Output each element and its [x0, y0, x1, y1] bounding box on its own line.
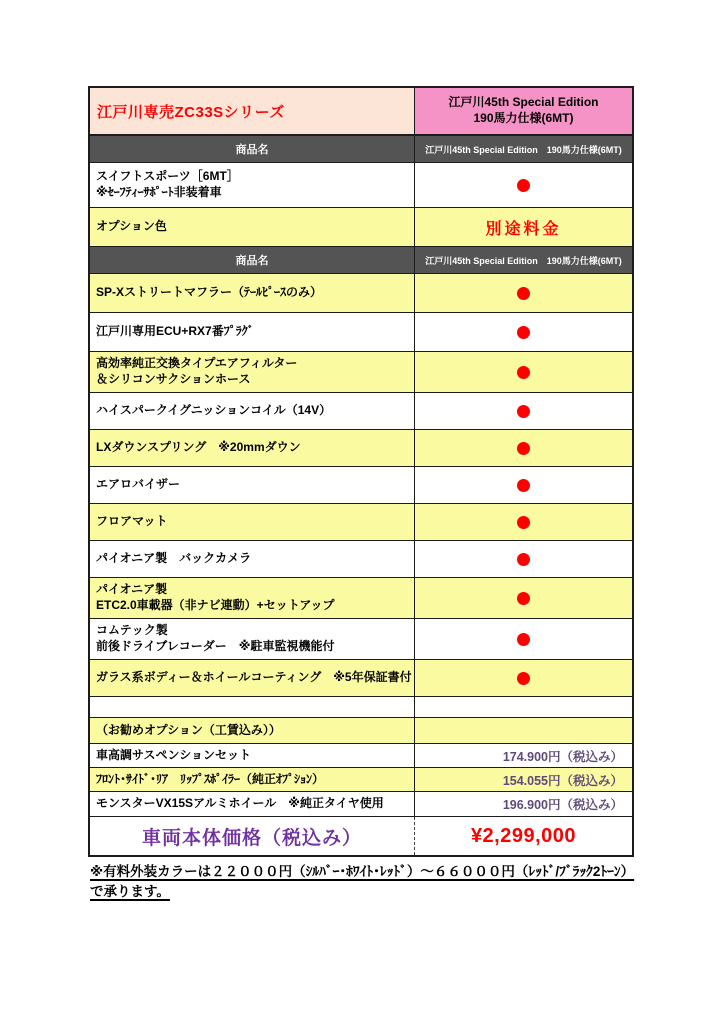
included-dot-icon [517, 326, 530, 339]
included-dot-icon [517, 516, 530, 529]
item-label: ﾌﾛﾝﾄ･ｻｲﾄﾞ･ﾘｱ ﾘｯﾌﾟｽﾎﾟｲﾗｰ（純正ｵﾌﾟｼｮﾝ） [96, 771, 325, 786]
total-price-label: 車両本体価格（税込み） [141, 827, 362, 849]
included-dot-icon [517, 442, 530, 455]
item-label-cell [90, 660, 414, 696]
table-row [90, 274, 632, 313]
item-value-cell [414, 467, 632, 503]
item-value-cell [414, 274, 632, 312]
footnote-line2: で承ります。 [90, 883, 170, 899]
item-label: エアロバイザー [96, 477, 181, 492]
item-label: パイオニア製 バックカメラ [96, 551, 252, 566]
included-dot-icon [517, 366, 530, 379]
total-price-value-cell [414, 817, 632, 855]
item-label-cell [90, 430, 414, 466]
included-dot-icon [517, 179, 530, 192]
item-label-cell [90, 504, 414, 540]
item-label-cell [90, 541, 414, 577]
table-row [90, 208, 632, 247]
table-row [90, 578, 632, 619]
item-label: コムテック製 [96, 623, 168, 638]
empty-row [90, 697, 632, 718]
edition-title-cell [414, 88, 632, 134]
item-value-cell [414, 578, 632, 618]
column-header-edition-cell [414, 136, 632, 162]
item-label: 前後ドライブレコーダー ※駐車監視機能付 [96, 639, 335, 653]
edition-column-label: 江戸川45th Special Edition 190馬力仕様(6MT) [425, 144, 622, 155]
extra-fee-label: 別途料金 [485, 220, 562, 238]
item-label: スイフトスポーツ［6MT］ [96, 169, 239, 184]
item-value-cell [414, 792, 632, 816]
item-label: 車高調サスペンションセット [96, 747, 251, 762]
option-price: 154.055円（税込み） [502, 773, 623, 788]
series-title: 江戸川専売ZC33Sシリーズ [97, 103, 285, 121]
edition-title-line2: 190馬力仕様(6MT) [473, 111, 574, 125]
column-header-row [90, 136, 632, 163]
column-header-product-cell [90, 247, 414, 273]
table-row [90, 768, 632, 792]
item-label-cell [90, 697, 414, 717]
item-value-cell [414, 768, 632, 791]
item-label-cell [90, 274, 414, 312]
footnote [90, 862, 650, 901]
item-label: モンスターVX15Sアルミホイール ※純正タイヤ使用 [96, 796, 384, 811]
table-row [90, 352, 632, 393]
item-label: SP-Xストリートマフラー（ﾃｰﾙﾋﾟｰｽのみ） [96, 285, 323, 300]
item-value-cell [414, 541, 632, 577]
item-value-cell [414, 393, 632, 429]
option-price: 174.900円（税込み） [502, 749, 623, 764]
edition-column-label: 江戸川45th Special Edition 190馬力仕様(6MT) [425, 255, 622, 266]
included-dot-icon [517, 405, 530, 418]
table-header-row [90, 88, 632, 136]
item-value-cell [414, 208, 632, 246]
item-label: 高効率純正交換タイプエアフィルター [96, 356, 298, 371]
item-value-cell [414, 697, 632, 717]
item-value-cell [414, 313, 632, 351]
table-row [90, 163, 632, 208]
product-name-label: 商品名 [235, 255, 269, 267]
item-label-cell [90, 744, 414, 767]
included-dot-icon [517, 553, 530, 566]
item-value-cell [414, 744, 632, 767]
item-label-cell [90, 352, 414, 392]
item-value-cell [414, 504, 632, 540]
item-label-cell [90, 208, 414, 246]
included-dot-icon [517, 479, 530, 492]
item-label: ETC2.0車載器（非ナビ連動）+セットアップ [96, 598, 335, 612]
table-row [90, 718, 632, 744]
option-price: 196.900円（税込み） [502, 798, 623, 812]
item-label: （お勧めオプション（工賃込み）） [96, 722, 281, 737]
item-label-cell [90, 163, 414, 207]
item-value-cell [414, 163, 632, 207]
item-value-cell [414, 718, 632, 743]
series-title-cell [90, 88, 414, 134]
item-label-cell [90, 768, 414, 791]
item-label: パイオニア製 [96, 582, 168, 597]
included-dot-icon [517, 592, 530, 605]
item-label: LXダウンスプリング ※20mmダウン [96, 440, 301, 455]
item-value-cell [414, 430, 632, 466]
table-row [90, 619, 632, 660]
total-price-value: ¥2,299,000 [470, 824, 577, 847]
item-value-cell [414, 352, 632, 392]
item-value-cell [414, 619, 632, 659]
column-header-edition-cell [414, 247, 632, 273]
spec-table [88, 86, 634, 857]
product-name-label: 商品名 [235, 144, 269, 156]
item-label-cell [90, 393, 414, 429]
item-label: ハイスパークイグニッションコイル（14V） [96, 403, 332, 418]
edition-title-line1: 江戸川45th Special Edition [448, 95, 599, 110]
item-label-cell [90, 467, 414, 503]
spec-table-body [90, 136, 632, 816]
footnote-line1: ※有料外装カラーは２２０００円（ｼﾙﾊﾞｰ･ﾎﾜｲﾄ･ﾚｯﾄﾞ）～６６０００円（ﾚｯﾄﾞ/ﾌﾞﾗｯｸ2ﾄｰﾝ） [90, 864, 635, 879]
item-label: ガラス系ボディー＆ホイールコーティング ※5年保証書付 [96, 670, 412, 685]
table-row [90, 393, 632, 430]
item-label-cell [90, 313, 414, 351]
table-row [90, 541, 632, 578]
total-price-row [90, 816, 632, 855]
included-dot-icon [517, 287, 530, 300]
item-label: オプション色 [96, 219, 167, 234]
table-row [90, 744, 632, 768]
item-label-cell [90, 578, 414, 618]
table-row [90, 660, 632, 697]
item-label: ＆シリコンサクションホース [96, 372, 251, 386]
table-row [90, 792, 632, 816]
included-dot-icon [517, 633, 530, 646]
item-label: フロアマット [96, 514, 168, 529]
included-dot-icon [517, 672, 530, 685]
table-row [90, 313, 632, 352]
table-row [90, 467, 632, 504]
total-price-label-cell [90, 817, 414, 855]
item-label: 江戸川専用ECU+RX7番ﾌﾟﾗｸﾞ [96, 324, 254, 339]
column-header-product-cell [90, 136, 414, 162]
item-value-cell [414, 660, 632, 696]
item-label: ※ｾｰﾌﾃｨｰｻﾎﾟｰﾄ非装着車 [96, 185, 222, 199]
item-label-cell [90, 718, 414, 743]
table-row [90, 430, 632, 467]
item-label-cell [90, 792, 414, 816]
column-header-row [90, 247, 632, 274]
table-row [90, 504, 632, 541]
item-label-cell [90, 619, 414, 659]
